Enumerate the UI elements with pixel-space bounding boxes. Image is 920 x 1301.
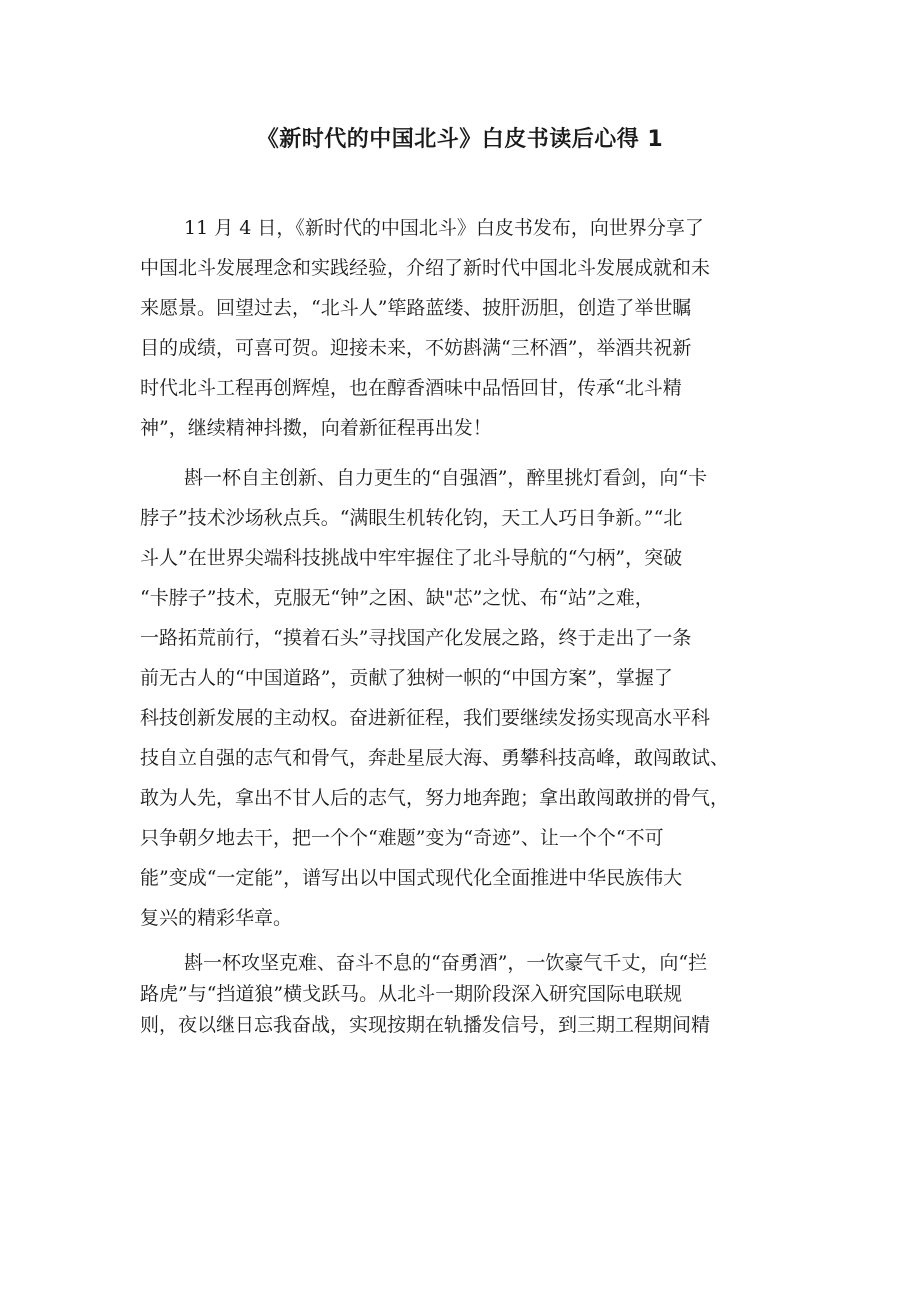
document-body [140,208,782,1051]
paragraph-line: 敢为人先，拿出不甘人后的志气，努力地奔跑；拿出敢闯敢拼的骨气， [140,787,730,809]
paragraph-line: “卡脖子”技术，克服无“钟”之困、缺"芯”之忧、布“站”之难， [140,587,654,609]
paragraph-line: 神”，继续精神抖擞，向着新征程再出发！ [140,417,492,439]
paragraph-line: 目的成绩，可喜可贺。迎接未来，不妨斟满“三杯酒”，举酒共祝新 [140,337,692,359]
paragraph-line: 来愿景。回望过去，“北斗人”筚路蓝缕、披肝沥胆，创造了举世瞩 [140,297,692,319]
paragraph-line: 路虎”与“挡道狼”横戈跃马。从北斗一期阶段深入研究国际电联规 [140,983,683,1005]
paragraph-line: 中国北斗发展理念和实践经验，介绍了新时代中国北斗发展成就和未 [140,257,711,279]
paragraph-line: 复兴的精彩华章。 [140,907,293,929]
paragraph-line: 一路拓荒前行，“摸着石头”寻找国产化发展之路，终于走出了一条 [140,627,692,649]
paragraph-2 [140,458,782,938]
paragraph-line: 时代北斗工程再创辉煌，也在醇香酒味中品悟回甘，传承“北斗精 [140,377,682,399]
paragraph-line: 只争朝夕地去干，把一个个“难题”变为“奇迹”、让一个个“不可 [140,827,664,849]
paragraph-1 [140,208,782,448]
paragraph-line: 脖子”技术沙场秋点兵。“满眼生机转化钧，天工人巧日争新。”“北 [140,507,683,529]
paragraph-line: 前无古人的“中国道路”，贡献了独树一帜的“中国方案”，掌握了 [140,667,673,689]
paragraph-line: 技自立自强的志气和骨气，奔赴星辰大海、勇攀科技高峰，敢闯敢试、 [140,747,730,769]
document-title: 《新时代的中国北斗》白皮书读后心得 1 [256,127,664,152]
paragraph-3 [140,948,782,1041]
paragraph-line: 斟一杯自主创新、自力更生的“自强酒”，醉里挑灯看剑，向“卡 [184,467,708,489]
paragraph-line: 11 月 4 日，《新时代的中国北斗》白皮书发布，向世界分享了 [184,217,704,239]
paragraph-line: 斟一杯攻坚克难、奋斗不息的“奋勇酒”，一饮豪气千丈，向“拦 [184,952,708,974]
paragraph-line: 则，夜以继日忘我奋战，实现按期在轨播发信号，到三期工程期间精 [140,1014,711,1036]
paragraph-line: 斗人”在世界尖端科技挑战中牢牢握住了北斗导航的“勺柄”，突破 [140,547,683,569]
paragraph-line: 能”变成“一定能”，谱写出以中国式现代化全面推进中华民族伟大 [140,867,683,889]
paragraph-line: 科技创新发展的主动权。奋进新征程，我们要继续发扬实现高水平科 [140,707,711,729]
